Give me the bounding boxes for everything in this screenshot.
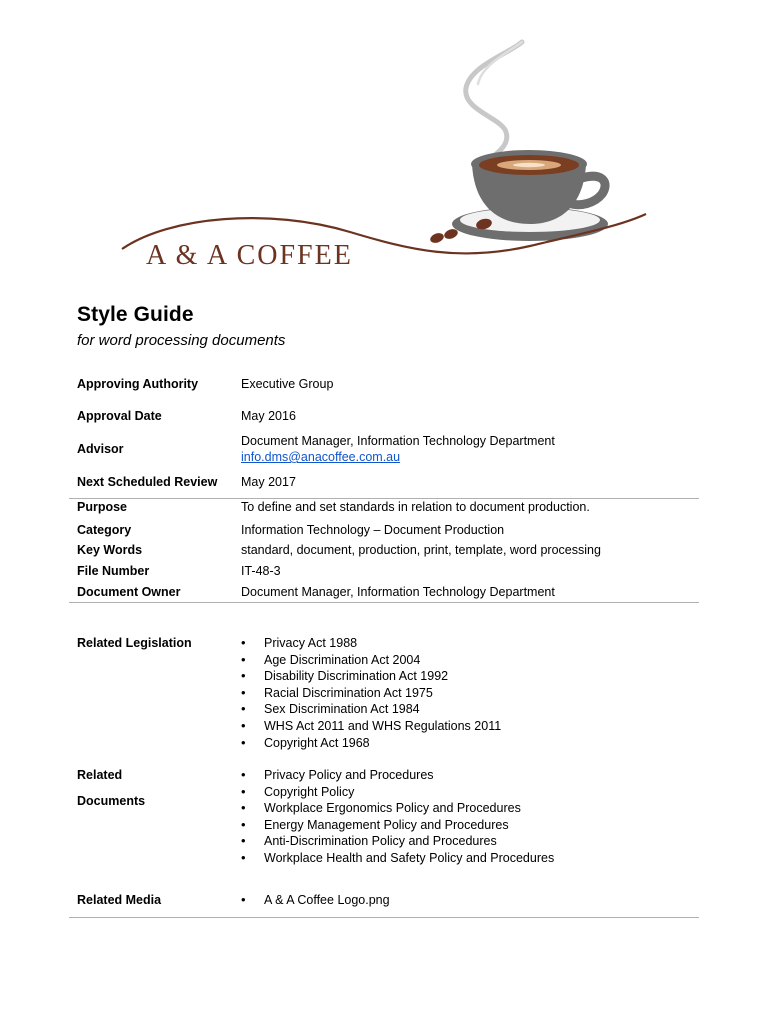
approval-date-value: May 2016 <box>241 409 296 423</box>
list-item: • WHS Act 2011 and WHS Regulations 2011 <box>241 718 701 735</box>
list-item: • Workplace Ergonomics Policy and Procedures <box>241 800 701 817</box>
list-item: • A & A Coffee Logo.png <box>241 892 701 909</box>
approving-authority-label: Approving Authority <box>77 377 199 391</box>
document-owner-label: Document Owner <box>77 585 181 599</box>
steam-icon <box>466 42 522 156</box>
list-item: • Disability Discrimination Act 1992 <box>241 668 701 685</box>
advisor-email-link[interactable]: info.dms@anacoffee.com.au <box>241 450 401 464</box>
related-documents-section <box>77 767 699 871</box>
related-legislation-section <box>77 635 699 755</box>
list-item: • Racial Discrimination Act 1975 <box>241 685 701 702</box>
divider-middle <box>69 602 699 603</box>
next-review-value: May 2017 <box>241 475 296 489</box>
related-documents-label-line1: Related <box>77 768 123 782</box>
list-item: • Sex Discrimination Act 1984 <box>241 701 701 718</box>
document-owner-value: Document Manager, Information Technology Department <box>241 585 555 599</box>
related-legislation-list <box>241 635 701 751</box>
related-documents-list <box>241 767 701 867</box>
next-review-label: Next Scheduled Review <box>77 475 218 489</box>
keywords-label: Key Words <box>77 543 143 557</box>
list-item: • Copyright Act 1968 <box>241 735 701 752</box>
list-item: • Age Discrimination Act 2004 <box>241 652 701 669</box>
page-subtitle: for word processing documents <box>77 332 286 349</box>
purpose-label: Purpose <box>77 500 128 514</box>
list-item: • Privacy Policy and Procedures <box>241 767 701 784</box>
advisor-row <box>77 433 699 467</box>
company-logo <box>110 36 670 276</box>
list-item: • Energy Management Policy and Procedures <box>241 817 701 834</box>
approval-date-label: Approval Date <box>77 409 162 423</box>
divider-bottom <box>69 917 699 918</box>
list-item: • Privacy Act 1988 <box>241 635 701 652</box>
advisor-value: Document Manager, Information Technology Department <box>241 434 555 448</box>
approving-authority-value: Executive Group <box>241 377 334 391</box>
page-title: Style Guide <box>77 303 194 326</box>
list-item: • Workplace Health and Safety Policy and Procedures <box>241 850 701 867</box>
category-label: Category <box>77 523 132 537</box>
purpose-value: To define and set standards in relation to document production. <box>241 500 590 514</box>
related-media-label: Related Media <box>77 893 162 907</box>
coffee-logo-graphic <box>110 36 670 276</box>
file-number-value: IT-48-3 <box>241 564 281 578</box>
file-number-label: File Number <box>77 564 150 578</box>
related-legislation-label: Related Legislation <box>77 636 192 650</box>
related-documents-label-line2: Documents <box>77 794 146 808</box>
logo-text: A & A COFFEE <box>146 240 353 271</box>
keywords-value: standard, document, production, print, template, word processing <box>241 543 601 557</box>
list-item: • Copyright Policy <box>241 784 701 801</box>
list-item: • Anti-Discrimination Policy and Procedures <box>241 833 701 850</box>
category-value: Information Technology – Document Production <box>241 523 505 537</box>
advisor-label: Advisor <box>77 442 124 456</box>
related-media-list <box>241 892 701 909</box>
